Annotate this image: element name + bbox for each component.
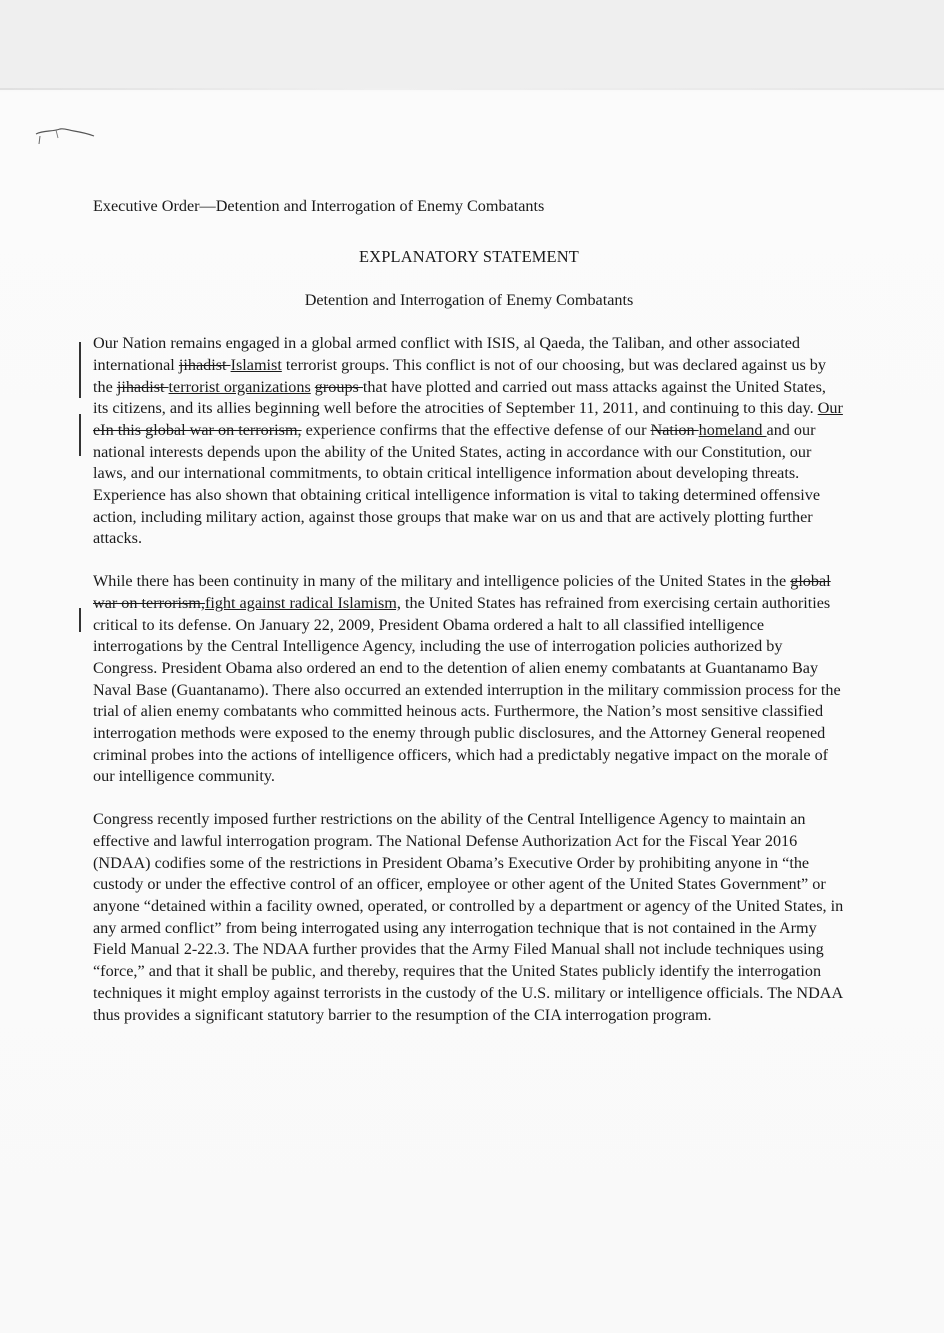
deleted-text: global war on terrorism, — [93, 572, 831, 612]
revision-bar — [79, 342, 81, 398]
paragraph-3: Congress recently imposed further restrictions on the ability of the Central Intelligence Agency to maintain an effective and lawful interrogation program. The National Defense Authorization Act for the Fiscal Year 2016 (NDAA) codifies some of the restrictions in President Obama’s Executive Order by prohibiting anyone in “the custody or under the effective control of an officer, employee or other agent of the United States Government” or anyone “detained within a facility owned, operated, or controlled by a department or agency of the United States, in any armed conflict” from being interrogated using any interrogation technique that is not contained in the Army Field Manual 2-22.3. The NDAA further provides that the Army Filed Manual shall not include techniques using “force,” and that it shall be public, and thereby, requires that the United States publicly identify the interrogation techniques it might employ against terrorists in the custody of the U.S. military or intelligence officials. The NDAA thus provides a significant statutory barrier to the resumption of the CIA interrogation program. — [93, 810, 844, 1024]
text-run: Our Nation remains engaged in a global armed conflict with ISIS, al Qaeda, the Taliban, and other associated international — [93, 334, 800, 374]
text-run: experience confirms that the effective defense of our — [301, 420, 651, 439]
text-run: terrorist groups. This conflict is not of our choosing, but was declared against us by the — [93, 355, 826, 396]
document-body — [93, 196, 845, 1026]
paragraph-1 — [93, 333, 845, 550]
deleted-text: jihadist — [178, 355, 231, 374]
text-run: that have plotted and carried out mass attacks against the United States, its citizens, and its allies beginning well before the atrocities of September 11, 2011, and continuing to this day. — [93, 377, 826, 418]
text-run: the United States has refrained from exercising certain authorities critical to its defense. On January 22, 2009, President Obama ordered a halt to all classified intelligence interrogations by the Central Intelligence Agency, including the use of interrogation policies authorized by Congress. President Obama also ordered an end to the detention of alien enemy combatants at Guantanamo Bay Naval Base (Guantanamo). There also occurred an extended interruption in the military commission process for the trial of alien enemy combatants who committed heinous acts. Furthermore, the Nation’s most sensitive classified interrogation methods were exposed to the enemy through public disclosures, and the Attorney General reopened criminal probes into the actions of intelligence officers, which had a predictably negative impact on the morale of our intelligence community. — [93, 593, 841, 786]
deleted-text: jihadist — [116, 377, 169, 396]
revision-bar — [79, 414, 81, 456]
page-fold-edge — [0, 88, 944, 90]
paragraph-2 — [93, 571, 845, 788]
scan-top-margin — [0, 0, 944, 88]
inserted-text: Our — [817, 399, 843, 418]
deleted-text: groups — [314, 377, 363, 396]
deleted-text: Nation — [650, 420, 699, 439]
order-title: Executive Order—Detention and Interrogation of Enemy Combatants — [93, 197, 545, 215]
deleted-text: eIn this global war on terrorism, — [93, 420, 302, 439]
inserted-text: fight against radical Islamism, — [204, 593, 401, 612]
inserted-text: terrorist organizations — [168, 377, 311, 396]
pen-mark-icon — [34, 124, 104, 154]
inserted-text: homeland — [698, 420, 767, 439]
section-subtitle: Detention and Interrogation of Enemy Combatants — [304, 291, 634, 310]
text-run: and our national interests depends upon the ability of the United States, acting in accordance with our Constitution, our laws, and our international commitments, to obtain critical intelligence information about developing threats. Experience has also shown that obtaining critical intelligence information is vital to taking determined offensive action, including military action, against those groups that make war on us and that are actively plotting further attacks. — [93, 420, 821, 548]
revision-bar — [79, 608, 81, 632]
inserted-text: Islamist — [230, 355, 282, 374]
text-run: While there has been continuity in many of the military and intelligence policies of the United States in the — [93, 572, 791, 591]
statement-title: EXPLANATORY STATEMENT — [358, 246, 580, 266]
